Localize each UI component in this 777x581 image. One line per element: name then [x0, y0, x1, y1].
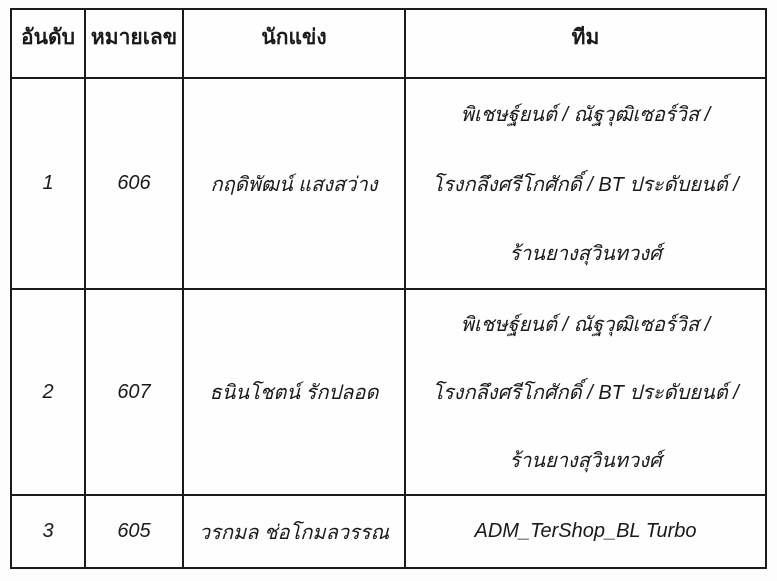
team-line: โรงกลึงศรีโกศักดิ์ / BT ประดับยนต์ / — [432, 173, 739, 196]
racer-cell: วรกมล ช่อโกมลวรรณ — [183, 495, 405, 568]
team-lines — [406, 79, 765, 288]
rank-cell: 1 — [11, 78, 85, 289]
header-label-number: หมายเลข — [90, 26, 178, 49]
header-cell-team — [405, 9, 766, 78]
team-cell — [405, 289, 766, 495]
team-line: พิเชษฐ์ยนต์ / ณัฐวุฒิเซอร์วิส / — [460, 314, 711, 336]
race-results-table — [10, 8, 767, 569]
team-line: โรงกลึงศรีโกศักดิ์ / BT ประดับยนต์ / — [432, 382, 739, 404]
team-line: ร้านยางสุวินทวงศ์ — [509, 450, 662, 472]
header-cell-number — [85, 9, 183, 78]
team-lines — [406, 290, 765, 494]
header-cell-rank — [11, 9, 85, 78]
rank-cell: 3 — [11, 495, 85, 568]
team-cell — [405, 78, 766, 289]
table-row — [11, 495, 766, 568]
number-cell: 605 — [85, 495, 183, 568]
team-cell: ADM_TerShop_BL Turbo — [405, 495, 766, 568]
header-label-rank: อันดับ — [21, 26, 75, 49]
table-row — [11, 289, 766, 495]
rank-cell: 2 — [11, 289, 85, 495]
table-row — [11, 78, 766, 289]
header-label-racer: นักแข่ง — [261, 26, 327, 49]
table-header-row — [11, 9, 766, 78]
header-cell-racer — [183, 9, 405, 78]
header-label-team: ทีม — [571, 26, 600, 49]
number-cell: 607 — [85, 289, 183, 495]
number-cell: 606 — [85, 78, 183, 289]
racer-cell: ธนินโชตน์ รักปลอด — [183, 289, 405, 495]
team-line: พิเชษฐ์ยนต์ / ณัฐวุฒิเซอร์วิส / — [460, 103, 711, 126]
team-line: ร้านยางสุวินทวงศ์ — [509, 243, 662, 266]
racer-cell: กฤดิพัฒน์ แสงสว่าง — [183, 78, 405, 289]
